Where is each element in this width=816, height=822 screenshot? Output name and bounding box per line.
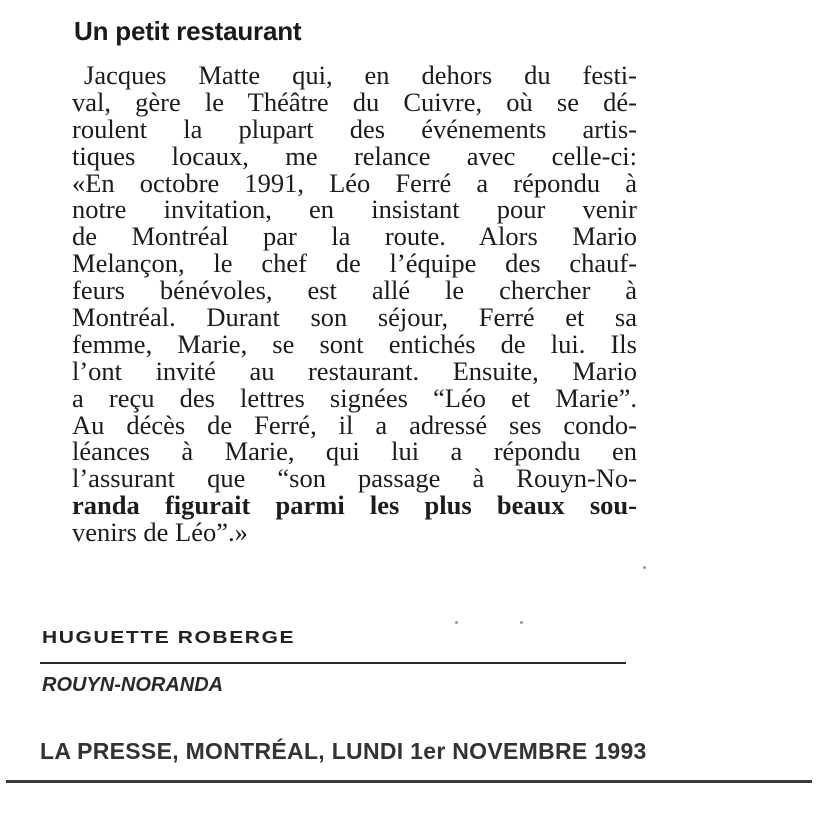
article-line: l’assurant que “son passage à Rouyn-No- [72,463,637,494]
article-line: notre invitation, en insistant pour venir [72,194,637,225]
article-line: val, gère le Théâtre du Cuivre, où se dé- [72,86,637,117]
publication-source: LA PRESSE, MONTRÉAL, LUNDI 1er NOVEMBRE 1993 [40,738,647,764]
byline-divider [40,662,626,664]
article-line: Au décès de Ferré, il a adressé ses condo- [72,409,637,440]
article-body [72,62,637,546]
scan-speck [643,566,646,569]
author-location: ROUYN-NORANDA [42,674,224,696]
author-byline: HUGUETTE ROBERGE [42,628,296,647]
article-line: feurs bénévoles, est allé le chercher à [72,275,637,306]
article-line: Montréal. Durant son séjour, Ferré et sa [72,302,637,333]
article-line: Melançon, le chef de l’équipe des chauf- [72,248,637,279]
article-line: a reçu des lettres signées “Léo et Marie”. [72,382,637,413]
article-line: l’ont invité au restaurant. Ensuite, Mario [72,355,637,386]
article-line: randa figurait parmi les plus beaux sou- [72,490,637,521]
scan-speck [455,621,458,624]
article-line: de Montréal par la route. Alors Mario [72,221,637,252]
article-line: femme, Marie, se sont entichés de lui. Ils [72,328,637,359]
scan-speck [520,621,523,624]
article-headline: Un petit restaurant [74,16,302,46]
article-line: tiques locaux, me relance avec celle-ci: [72,140,637,171]
article-line: léances à Marie, qui lui a répondu en [72,436,637,467]
article-line: «En octobre 1991, Léo Ferré a répondu à [72,167,637,198]
article-line: roulent la plupart des événements artis- [72,113,637,144]
article-line: venirs de Léo”.» [72,517,248,548]
bottom-divider [6,780,812,783]
article-line: Jacques Matte qui, en dehors du festi- [84,60,637,90]
